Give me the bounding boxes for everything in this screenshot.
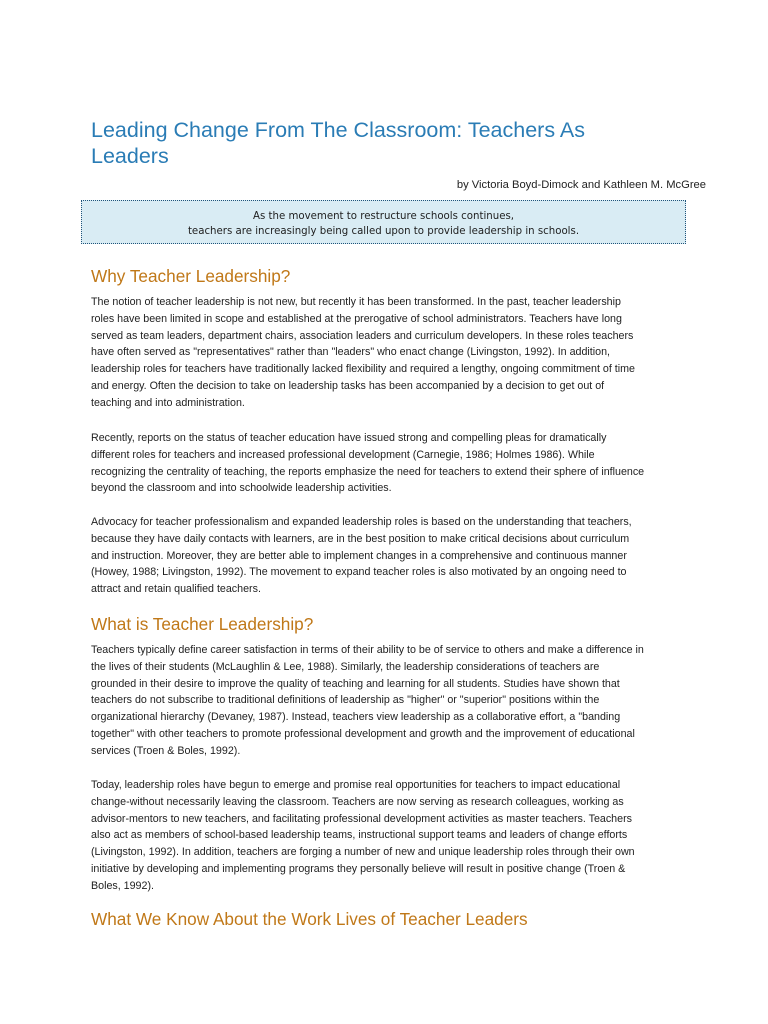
callout-line: As the movement to restructure schools continues,: [252, 211, 515, 222]
text-line: because they have daily contacts with learners, are in the best position to make critical decisions about curriculum: [91, 532, 630, 545]
text-line: also act as members of school-based leadership teams, instructional support teams and leaders of change efforts: [91, 829, 628, 842]
text-line: served as team leaders, department chairs, association leaders and curriculum developers. In these roles teachers: [91, 329, 634, 342]
title-line: Leaders: [91, 144, 169, 168]
text-line: have often served as "representatives" rather than "leaders" who enact change (Livingston, 1992). In addition,: [91, 346, 610, 359]
text-line: attract and retain qualified teachers.: [91, 583, 261, 595]
text-line: initiative by developing and implementing programs they personally believe will result in positive change (Troen &: [91, 862, 626, 875]
section-heading-what-is-teacher-leadership: What is Teacher Leadership?: [91, 614, 314, 634]
text-line: and instruction. Moreover, they are better able to implement changes in a comprehensive and continuous manner: [91, 549, 627, 562]
paragraph: [91, 777, 691, 894]
text-line: Recently, reports on the status of teacher education have issued strong and compelling pleas for dramatically: [91, 432, 607, 444]
paragraph: [91, 430, 691, 497]
text-line: teaching and into administration.: [91, 396, 245, 409]
callout-line: teachers are increasingly being called upon to provide leadership in schools.: [187, 226, 580, 237]
text-line: beyond the classroom and into schoolwide leadership activities.: [91, 482, 392, 495]
text-line: change-without necessarily leaving the classroom. Teachers are now serving as research colleagues, working as: [91, 795, 624, 808]
text-line: The notion of teacher leadership is not new, but recently it has been transformed. In the past, teacher leadership: [91, 296, 621, 308]
section-heading-why-teacher-leadership: Why Teacher Leadership?: [91, 266, 291, 286]
callout-box: [81, 200, 686, 244]
text-line: advisor-mentors to new teachers, and facilitating professional development activities as master teachers. Teachers: [91, 812, 632, 825]
text-line: together" with other teachers to promote professional development and growth and the improvement of educational: [91, 727, 635, 740]
text-line: Advocacy for teacher professionalism and expanded leadership roles is based on the understanding that teachers,: [91, 516, 632, 528]
paragraph: [91, 514, 691, 598]
text-line: grounded in their desire to improve the quality of teaching and learning for all students. Studies have shown that: [91, 677, 620, 690]
paragraph: [91, 642, 691, 759]
text-line: different roles for teachers and increased professional development (Carnegie, 1986; Holmes 1986). While: [91, 448, 595, 461]
text-line: and energy. Often the decision to take on leadership tasks has been accompanied by a decision to get out of: [91, 379, 605, 392]
text-line: Today, leadership roles have begun to emerge and promise real opportunities for teachers to impact educational: [91, 779, 621, 791]
text-line: recognizing the centrality of teaching, the reports emphasize the need for teachers to extend their sphere of influence: [91, 465, 645, 478]
text-line: (Howey, 1988; Livingston, 1992). The movement to expand teacher roles is also motivated by an ongoing need to: [91, 566, 627, 579]
title-line: Leading Change From The Classroom: Teachers As: [91, 118, 585, 142]
text-line: Boles, 1992).: [91, 879, 154, 892]
page-title: [91, 117, 711, 169]
text-line: Teachers typically define career satisfaction in terms of their ability to be of service to others and make a difference in: [91, 644, 644, 656]
text-line: services (Troen & Boles, 1992).: [91, 744, 241, 757]
paragraph: [91, 294, 691, 411]
author-byline: by Victoria Boyd-Dimock and Kathleen M. McGree: [456, 179, 706, 191]
text-line: leadership roles for teachers have traditionally lacked flexibility and required a lengthy, ongoing commitment of time: [91, 363, 635, 375]
text-line: organizational hierarchy (Devaney, 1987). Instead, teachers view leadership as a collaborative effort, a "banding: [91, 711, 621, 723]
text-line: roles have been limited in scope and established at the prerogative of school administrators. Teachers have long: [91, 312, 622, 325]
section-heading-work-lives-of-teacher-leaders: What We Know About the Work Lives of Teacher Leaders: [91, 909, 528, 929]
text-line: teachers do not subscribe to traditional definitions of leadership as "higher" or "superior" positions within the: [91, 694, 600, 707]
text-line: (Livingston, 1992). In addition, teachers are forging a number of new and unique leadership roles through their own: [91, 846, 635, 858]
text-line: the lives of their students (McLaughlin & Lee, 1988). Similarly, the leadership considerations of teachers are: [91, 660, 600, 673]
